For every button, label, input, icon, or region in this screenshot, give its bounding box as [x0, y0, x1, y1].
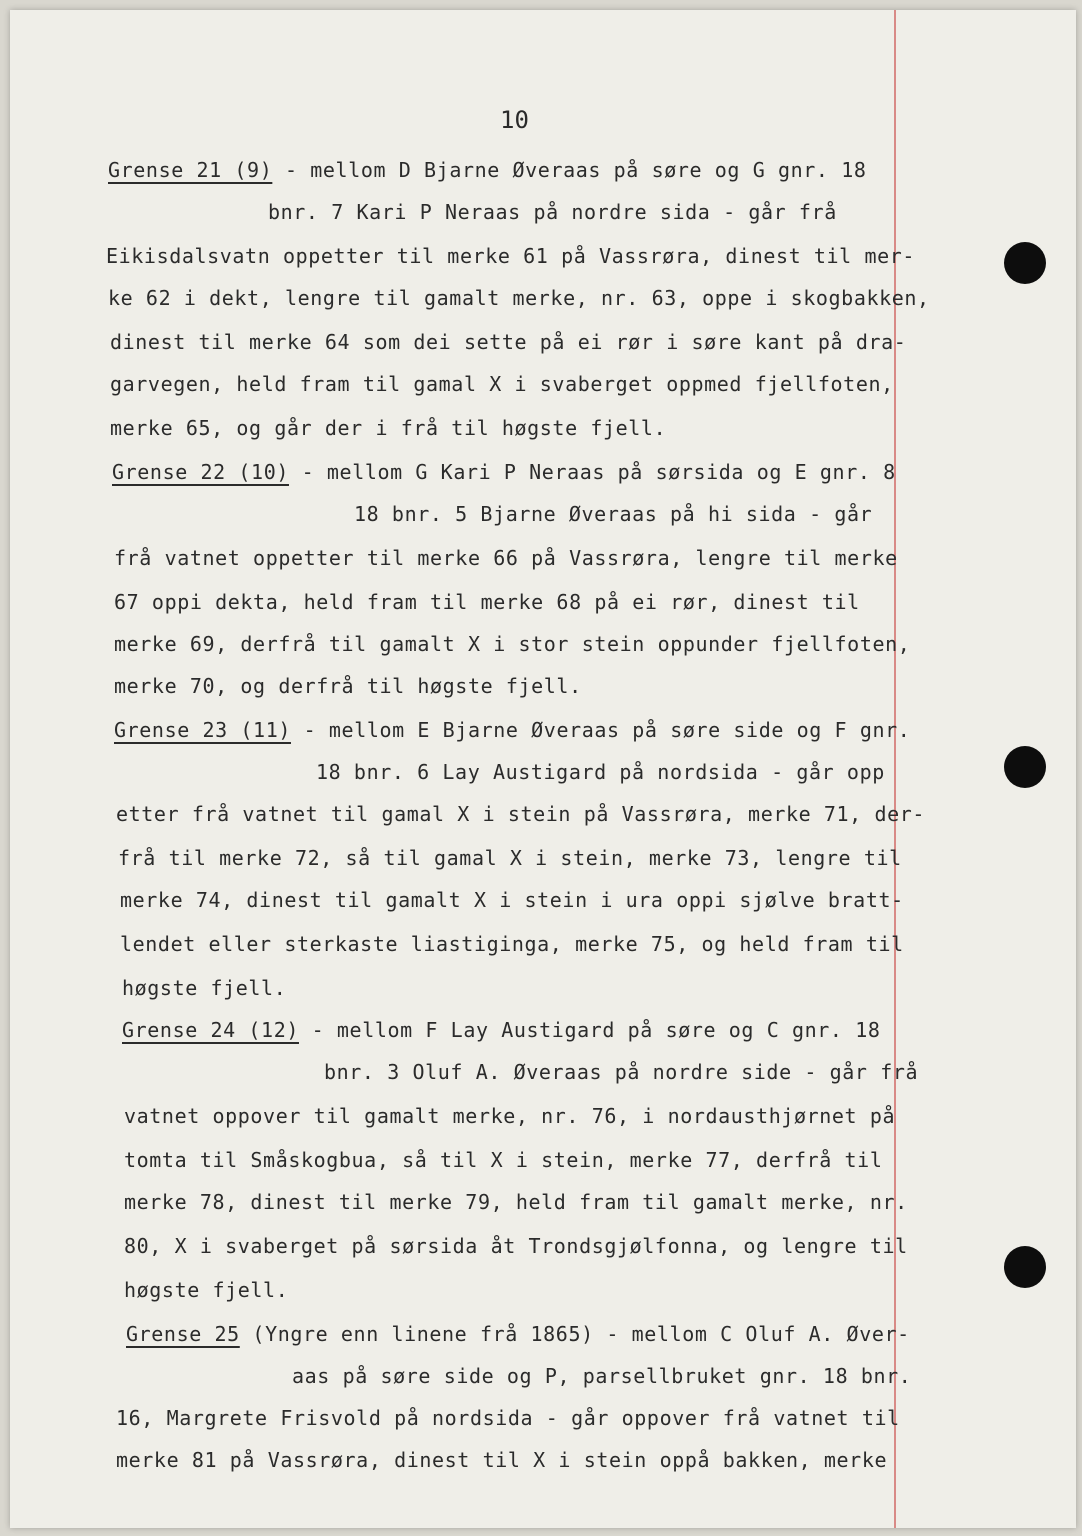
- text-line: [106, 244, 915, 268]
- punch-hole-bottom: [1004, 1246, 1046, 1288]
- line-text: - mellom G Kari P Neraas på sørsida og E gnr. 8: [288, 460, 896, 484]
- text-line: [116, 802, 925, 826]
- text-line: [124, 1278, 288, 1302]
- line-text: bnr. 3 Oluf A. Øveraas på nordre side - går frå: [324, 1060, 919, 1084]
- line-text: 16, Margrete Frisvold på nordsida - går oppover frå vatnet til: [116, 1406, 900, 1430]
- text-line: [268, 200, 837, 224]
- text-line: [108, 158, 866, 182]
- text-line: [124, 1148, 882, 1172]
- line-text: lendet eller sterkaste liastiginga, merke 75, og held fram til: [120, 932, 904, 956]
- line-text: etter frå vatnet til gamal X i stein på Vassrøra, merke 71, der-: [116, 802, 926, 826]
- text-line: [116, 1448, 887, 1472]
- text-line: [114, 632, 910, 656]
- line-text: frå vatnet oppetter til merke 66 på Vassrøra, lengre til merke: [114, 546, 898, 570]
- text-line: [126, 1322, 910, 1346]
- text-line: [114, 674, 582, 698]
- line-text: 80, X i svaberget på sørsida åt Trondsgjølfonna, og lengre til: [124, 1234, 908, 1258]
- line-text: (Yngre enn linene frå 1865) - mellom C Oluf A. Øver-: [239, 1322, 910, 1346]
- line-text: tomta til Småskogbua, så til X i stein, merke 77, derfrå til: [124, 1148, 883, 1172]
- text-line: [324, 1060, 918, 1084]
- text-line: [122, 1018, 880, 1042]
- text-line: [124, 1190, 908, 1214]
- punch-hole-middle: [1004, 746, 1046, 788]
- text-line: [118, 846, 902, 870]
- line-text: frå til merke 72, så til gamal X i stein, merke 73, lengre til: [118, 846, 902, 870]
- boundary-heading: Grense 25: [126, 1322, 240, 1346]
- boundary-heading: Grense 23 (11): [114, 718, 291, 742]
- line-text: merke 81 på Vassrøra, dinest til X i stein oppå bakken, merke: [116, 1448, 888, 1472]
- text-line: [108, 286, 930, 310]
- text-line: [110, 372, 894, 396]
- text-line: [122, 976, 286, 1000]
- text-line: [116, 1406, 900, 1430]
- text-line: [110, 416, 666, 440]
- boundary-heading: Grense 21 (9): [108, 158, 273, 182]
- line-text: høgste fjell.: [124, 1278, 289, 1302]
- document-page: [10, 10, 1076, 1528]
- line-text: - mellom F Lay Austigard på søre og C gnr. 18: [298, 1018, 881, 1042]
- text-line: [114, 590, 860, 614]
- text-line: [124, 1234, 908, 1258]
- line-text: ke 62 i dekt, lengre til gamalt merke, nr. 63, oppe i skogbakken,: [108, 286, 930, 310]
- line-text: dinest til merke 64 som dei sette på ei rør i søre kant på dra-: [110, 330, 907, 354]
- line-text: aas på søre side og P, parsellbruket gnr. 18 bnr.: [292, 1364, 912, 1388]
- text-line: [120, 888, 904, 912]
- boundary-heading: Grense 22 (10): [112, 460, 289, 484]
- boundary-heading: Grense 24 (12): [122, 1018, 299, 1042]
- line-text: bnr. 7 Kari P Neraas på nordre sida - går frå: [268, 200, 837, 224]
- line-text: merke 70, og derfrå til høgste fjell.: [114, 674, 582, 698]
- text-line: [354, 502, 872, 526]
- text-line: [124, 1104, 895, 1128]
- line-text: - mellom E Bjarne Øveraas på søre side og F gnr.: [290, 718, 911, 742]
- line-text: - mellom D Bjarne Øveraas på søre og G gnr. 18: [272, 158, 867, 182]
- text-line: [316, 760, 885, 784]
- line-text: merke 78, dinest til merke 79, held fram til gamalt merke, nr.: [124, 1190, 908, 1214]
- text-line: [292, 1364, 911, 1388]
- line-text: merke 69, derfrå til gamalt X i stor stein oppunder fjellfoten,: [114, 632, 911, 656]
- line-text: 67 oppi dekta, held fram til merke 68 på ei rør, dinest til: [114, 590, 860, 614]
- text-line: [110, 330, 906, 354]
- text-line: [114, 546, 898, 570]
- line-text: merke 65, og går der i frå til høgste fjell.: [110, 416, 667, 440]
- line-text: 18 bnr. 6 Lay Austigard på nordsida - går opp: [316, 760, 885, 784]
- line-text: merke 74, dinest til gamalt X i stein i ura oppi sjølve bratt-: [120, 888, 904, 912]
- line-text: høgste fjell.: [122, 976, 287, 1000]
- line-text: 18 bnr. 5 Bjarne Øveraas på hi sida - går: [354, 502, 873, 526]
- line-text: vatnet oppover til gamalt merke, nr. 76, i nordausthjørnet på: [124, 1104, 896, 1128]
- punch-hole-top: [1004, 242, 1046, 284]
- text-line: [112, 460, 896, 484]
- text-line: [114, 718, 910, 742]
- text-line: [120, 932, 904, 956]
- line-text: garvegen, held fram til gamal X i svaberget oppmed fjellfoten,: [110, 372, 894, 396]
- margin-rule: [894, 10, 896, 1528]
- line-text: Eikisdalsvatn oppetter til merke 61 på Vassrøra, dinest til mer-: [106, 244, 916, 268]
- page-number: 10: [500, 106, 529, 134]
